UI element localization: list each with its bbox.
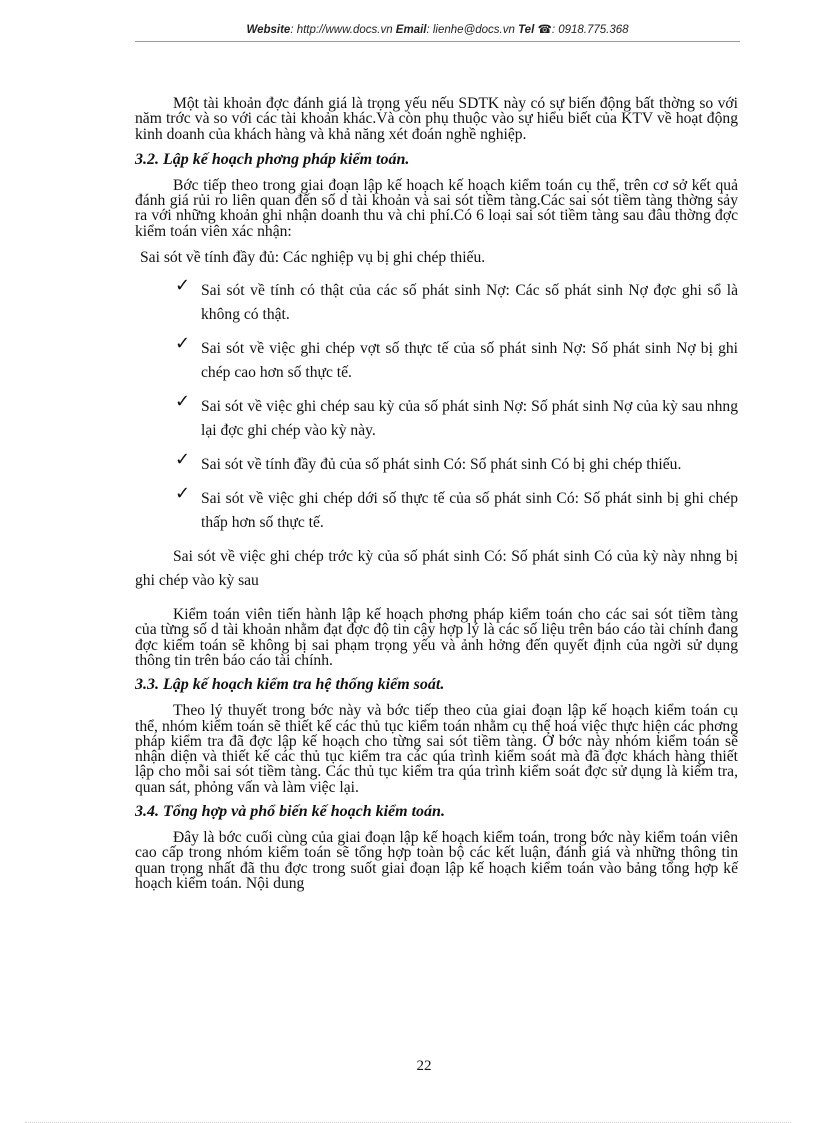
phone-icon: ☎ xyxy=(537,22,552,36)
website-label: Website xyxy=(246,24,291,36)
email-address: : lienhe@docs.vn xyxy=(426,24,515,36)
checkmark-icon: ✓ xyxy=(175,449,191,471)
paragraph-method-planning: Bớc tiếp theo trong giai đoạn lập kế hoạch kế hoạch kiểm toán cụ thể, trên cơ sở kết quả đánh giá rủi ro liên quan đến số d tài khoản và sai sót tiềm tàng.Các sai sót tiềm tàng thờng sảy ra với những khoản ghi nhận doanh thu và chi phí.Có 6 loại sai sót tiềm tàng sau đâu thờng đợc kiểm toán viên xác nhận: xyxy=(135,176,738,240)
check-list-item xyxy=(135,483,738,535)
section-heading-3-2: 3.2. Lập kế hoạch phơng pháp kiểm toán. xyxy=(135,150,410,168)
checkmark-icon: ✓ xyxy=(175,391,191,413)
check-list-item xyxy=(135,333,738,385)
tel-number: : 0918.775.368 xyxy=(551,24,629,36)
checkmark-icon: ✓ xyxy=(175,275,191,297)
check-list-item xyxy=(135,391,738,443)
paragraph-materiality: Một tài khoản đợc đánh giá là trọng yếu nếu SDTK này có sự biến động bất thờng so với năm trớc và so với các tài khoản khác.Và còn phụ thuộc vào sự hiểu biết của KTV về hoạt động kinh doanh của khách hàng và khả năng xét đoán nghề nghiệp. xyxy=(135,95,738,143)
check-item-text: Sai sót về tính đầy đủ của số phát sinh Có: Số phát sinh Có bị ghi chép thiếu. xyxy=(201,456,682,474)
section-heading-3-3: 3.3. Lập kế hoạch kiểm tra hệ thống kiểm soát. xyxy=(135,676,445,694)
check-list-item xyxy=(135,275,738,327)
checkmark-icon: ✓ xyxy=(175,333,191,355)
check-list-item xyxy=(135,449,738,477)
email-label: Email xyxy=(395,24,427,36)
check-list xyxy=(135,275,738,535)
document-body xyxy=(135,96,738,891)
page-header xyxy=(135,22,740,40)
paragraph-control-testing: Theo lý thuyết trong bớc này và bớc tiếp theo của giai đoạn lập kế hoạch kiểm toán cụ thể, nhóm kiểm toán sẽ thiết kế các thủ tục kiểm toán nhằm cụ thể hoá việc thực hiện các phơng pháp kiểm tra đã đợc lập kế hoạch cho từng sai sót tiềm tàng. Ở bớc này nhóm kiểm toán sẽ nhận diện và thiết kế các thủ tục kiểm tra các qúa trình kiểm soát mà đã đợc khách hàng thiết lập cho mỗi sai sót tiềm tàng. Các thủ tục kiểm tra qúa trình kiểm soát đợc sử dụng là kiểm tra, quan sát, phỏng vấn và làm việc lại. xyxy=(135,702,738,796)
checkmark-icon: ✓ xyxy=(175,483,191,505)
section-heading-3-4: 3.4. Tổng hợp và phổ biến kế hoạch kiểm toán. xyxy=(135,803,445,821)
check-item-text: Sai sót về việc ghi chép dới số thực tế của số phát sinh Có: Số phát sinh bị ghi chép thấp hơn số thực tế. xyxy=(201,490,738,532)
header-divider xyxy=(135,41,740,42)
paragraph-prior-period: Sai sót về việc ghi chép trớc kỳ của số phát sinh Có: Số phát sinh Có của kỳ này nhng bị ghi chép vào kỳ sau xyxy=(135,548,738,590)
completeness-line: Sai sót về tính đầy đủ: Các nghiệp vụ bị ghi chép thiếu. xyxy=(140,249,486,267)
website-url: : http://www.docs.vn xyxy=(290,24,393,36)
tel-label: Tel xyxy=(518,24,535,36)
check-item-text: Sai sót về tính có thật của các số phát sinh Nợ: Các số phát sinh Nợ đợc ghi sổ là không có thật. xyxy=(201,282,738,324)
paragraph-auditor-planning: Kiểm toán viên tiến hành lập kế hoạch phơng pháp kiểm toán cho các sai sót tiềm tàng của từng số d tài khoản nhằm đạt đợc độ tin cậy hợp lý là các số liệu trên báo cáo tài chính đang đợc kiểm toán sẽ không bị sai phạm trọng yếu và ảnh hởng đến quyết định của ngời sử dụng thông tin trên báo cáo tài chính. xyxy=(135,606,738,669)
paragraph-summary-plan: Đây là bớc cuối cùng của giai đoạn lập kế hoạch kiểm toán, trong bớc này kiểm toán viên cao cấp trong nhóm kiểm toán sẽ tổng hợp toàn bộ các kết luận, đánh giá và những thông tin quan trọng nhất đã thu đợc trong suốt giai đoạn lập kế hoạch kiểm toán vào bảng tổng hợp kế hoạch kiểm toán. Nội dung xyxy=(135,829,738,892)
page-number: 22 xyxy=(416,1058,432,1074)
check-item-text: Sai sót về việc ghi chép vợt số thực tế của số phát sinh Nợ: Số phát sinh Nợ bị ghi chép cao hơn số thực tế. xyxy=(201,340,738,382)
check-item-text: Sai sót về việc ghi chép sau kỳ của số phát sinh Nợ: Số phát sinh Nợ của kỳ sau nhng lại đợc ghi chép vào kỳ này. xyxy=(201,398,738,440)
